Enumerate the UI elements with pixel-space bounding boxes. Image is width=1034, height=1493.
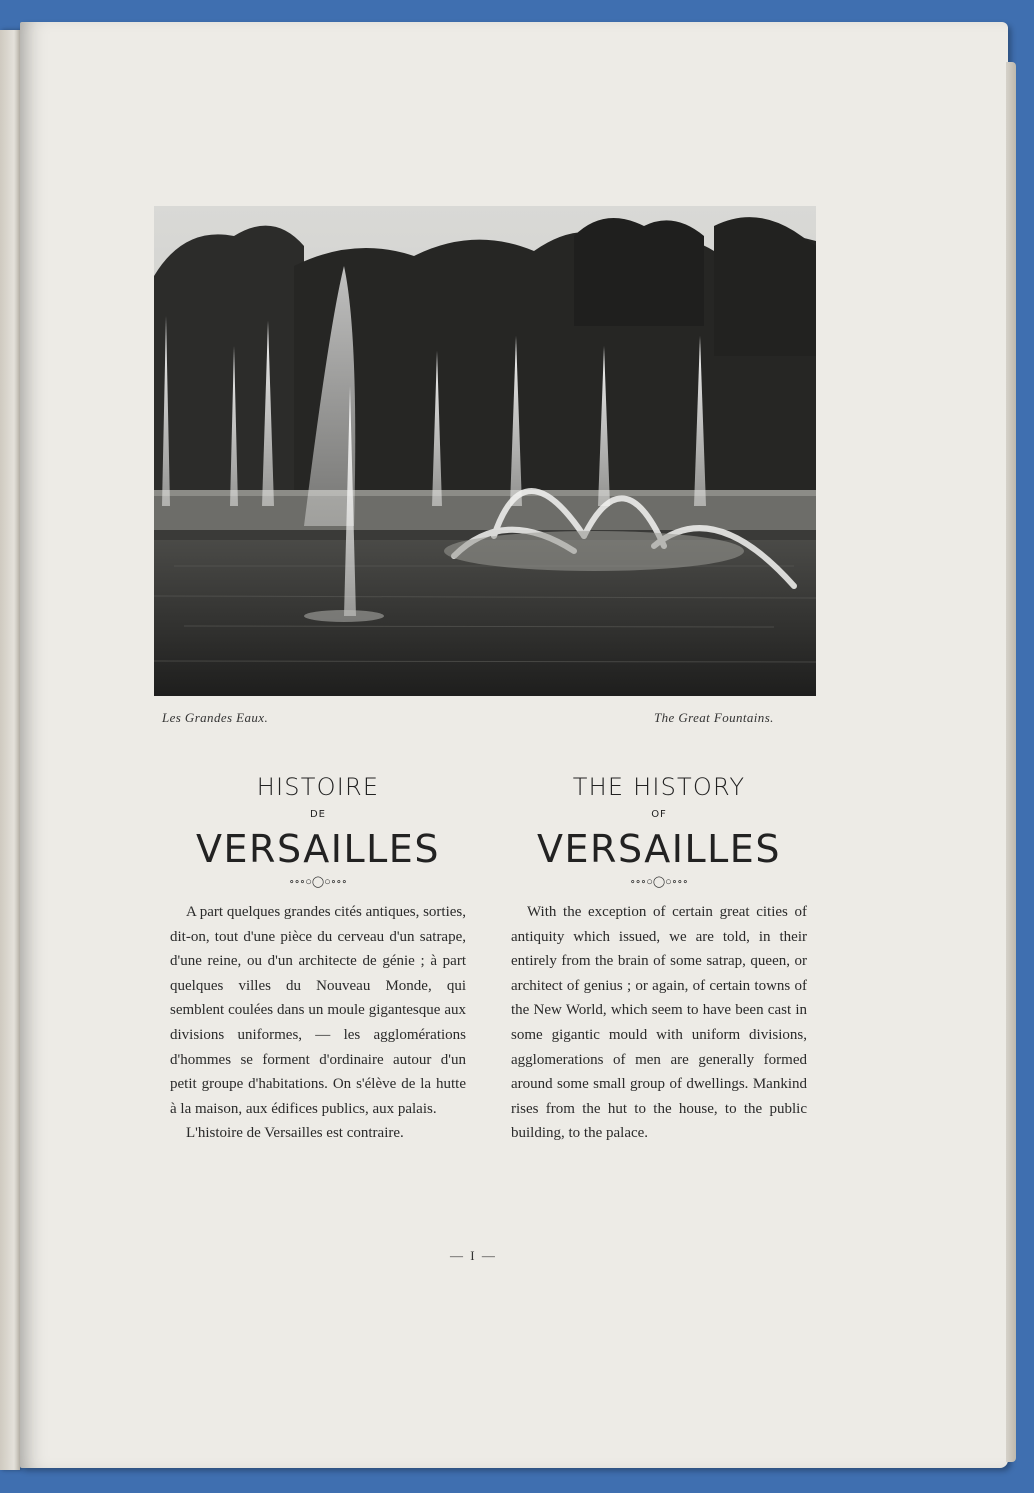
english-ornament: ∘∘∘○◯○∘∘∘ bbox=[630, 876, 688, 888]
previous-page-edge bbox=[0, 30, 20, 1470]
french-column bbox=[170, 770, 466, 1146]
french-body bbox=[170, 900, 466, 1146]
french-ornament: ∘∘∘○◯○∘∘∘ bbox=[289, 876, 347, 888]
english-title-line2: OF bbox=[651, 809, 667, 820]
english-body bbox=[511, 900, 807, 1146]
caption-english: The Great Fountains. bbox=[654, 710, 774, 725]
page-number: — I — bbox=[450, 1248, 497, 1263]
page-edge bbox=[1006, 62, 1016, 1462]
french-paragraph-2: L'histoire de Versailles est contraire. bbox=[186, 1125, 404, 1142]
english-title-line3: VERSAILLES bbox=[537, 827, 781, 871]
caption-french: Les Grandes Eaux. bbox=[162, 710, 269, 725]
french-title-line2: DE bbox=[309, 809, 327, 820]
english-title-line1: THE HISTORY bbox=[572, 773, 746, 801]
english-paragraph-1: With the exception of certain great cities of antiquity which issued, we are told, in their entirely from the brain of some satrap, queen, or architect of genius ; or again, of certain towns of the New World, which seem to have been cast in some gigantic mould with uniform divisions, agglomerations of men are generally formed around some small group of dwellings. Mankind rises from the hut to the house, to the public building, to the palace. bbox=[511, 904, 807, 1142]
french-paragraph-1: A part quelques grandes cités antiques, sorties, dit-on, tout d'une pièce du cerveau d'un satrape, d'une reine, ou d'un architecte de génie ; à part quelques villes du Nouveau Monde, qui semblent coulées dans un moule gigantesque aux divisions uniformes, — les agglomérations d'hommes se forment d'ordinaire autour d'un petit groupe d'habitations. On s'élève de la hutte à la maison, aux édifices publics, aux palais. bbox=[170, 904, 466, 1117]
book-page bbox=[20, 22, 1008, 1468]
fountains-photo bbox=[154, 206, 816, 696]
french-title-line1: HISTOIRE bbox=[256, 773, 380, 801]
french-title-line3: VERSAILLES bbox=[196, 827, 440, 871]
fountains-illustration bbox=[154, 206, 816, 696]
english-column bbox=[511, 770, 807, 1146]
